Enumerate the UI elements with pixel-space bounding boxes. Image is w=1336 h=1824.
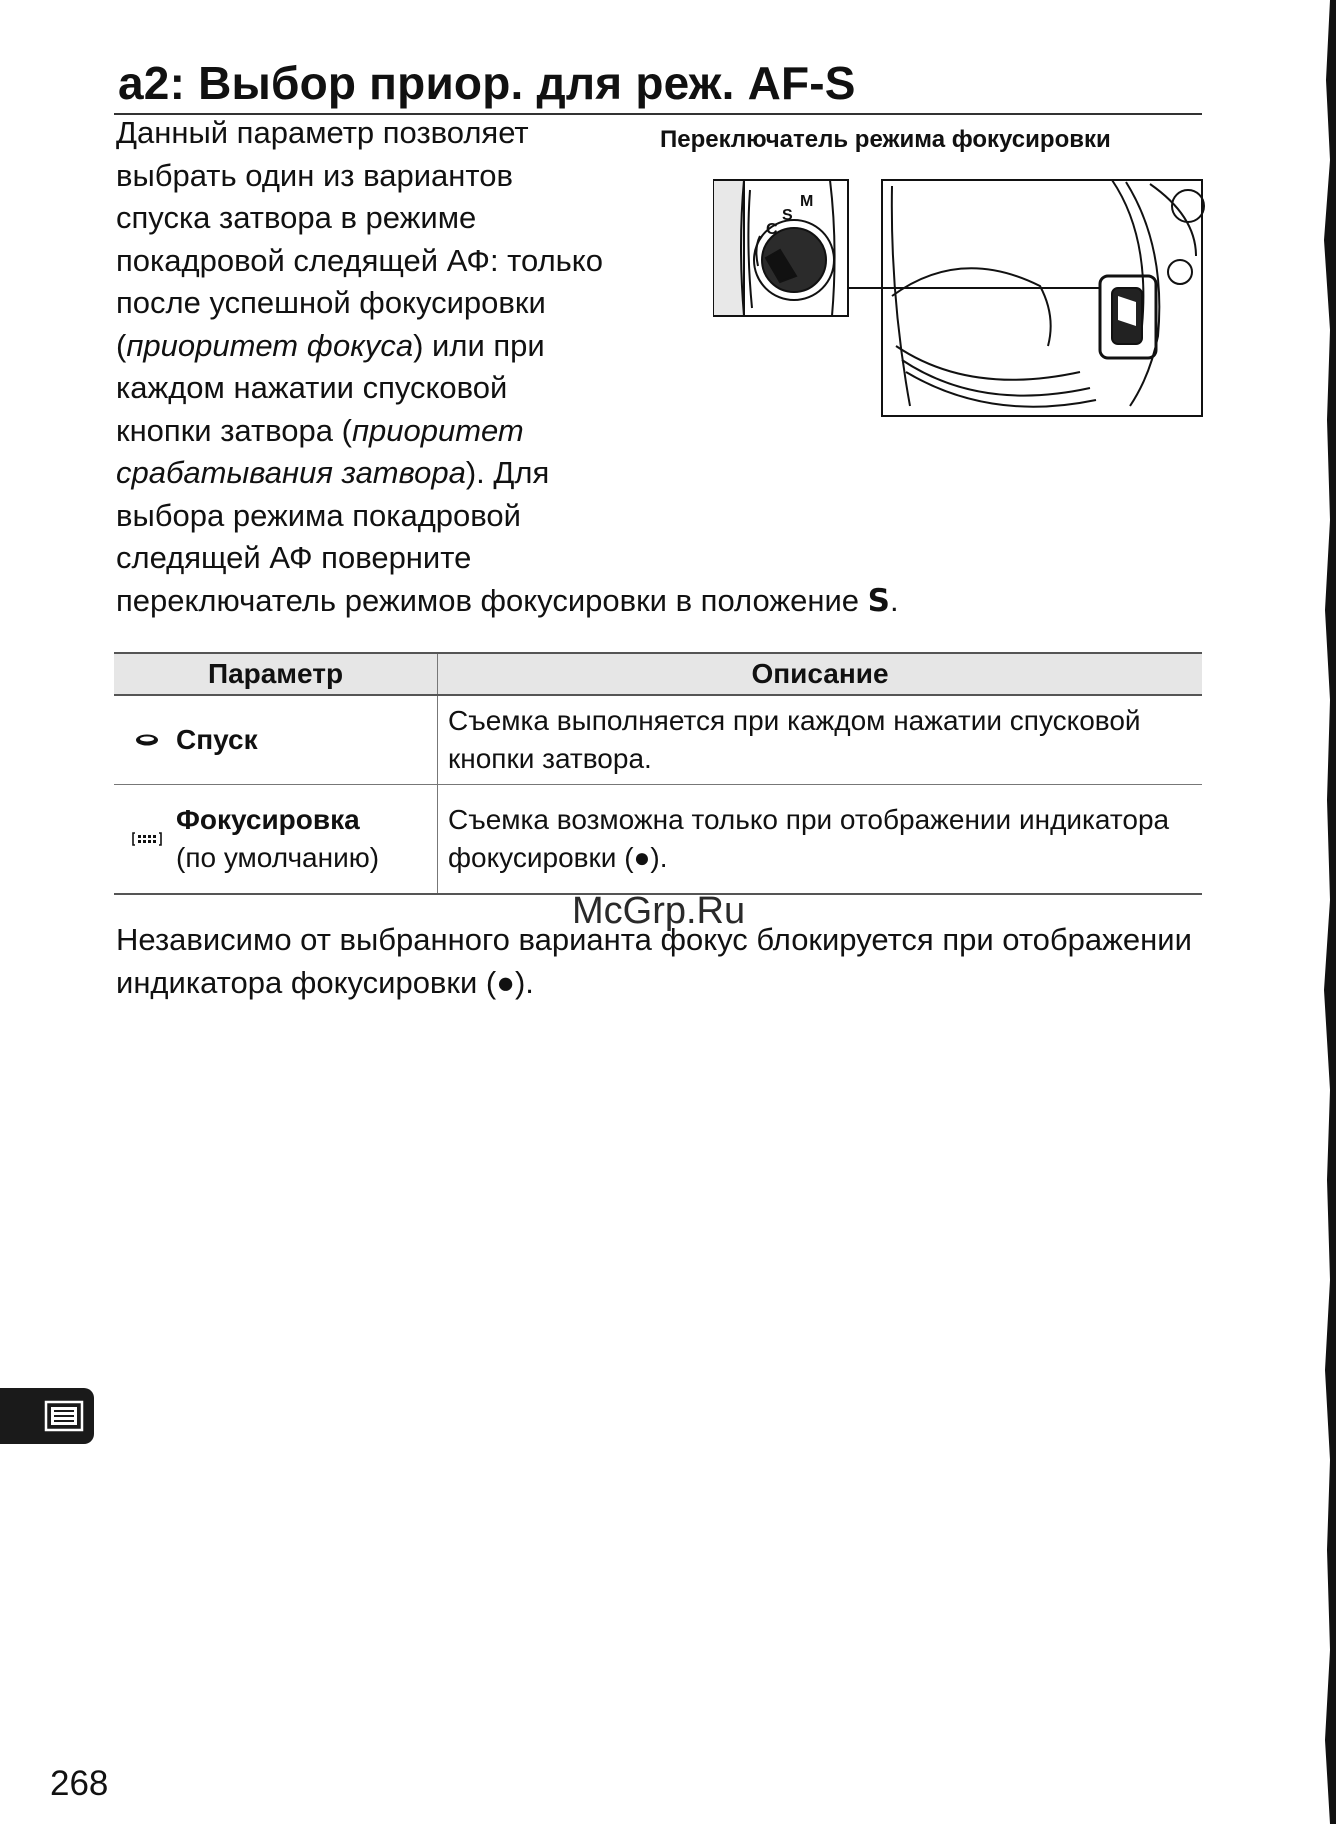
intro-italic-focus-priority: приоритет фокуса	[126, 327, 414, 363]
selector-closeup	[714, 180, 848, 316]
param-cell-release	[124, 721, 427, 759]
section-tab	[0, 1388, 94, 1444]
intro-text-part2: ) или при каждом нажатии спусковой кнопки затвора (	[116, 327, 545, 448]
table-cell-description: Съемка выполняется при каждом нажатии спусковой кнопки затвора.	[438, 695, 1203, 784]
intro-text-part3: ). Для выбора режима покадровой следящей АФ поверните переключатель режимов фокусировки в положение	[116, 455, 868, 618]
param-text-focus	[176, 801, 379, 877]
closing-paragraph: Независимо от выбранного варианта фокус блокируется при отображении индикатора фокусировки (●).	[116, 922, 1192, 1000]
options-table	[114, 652, 1202, 895]
param-label-focus: Фокусировка	[176, 803, 360, 835]
param-label-release: Спуск	[176, 723, 258, 755]
intro-italic-release-priority: приоритет срабатывания затвора	[116, 412, 524, 490]
page-number: 268	[50, 1764, 109, 1803]
table-cell-parameter	[114, 784, 438, 894]
param-cell-focus	[124, 801, 427, 877]
camera-focus-mode-selector-illustration	[710, 176, 1206, 420]
header-description: Описание	[438, 653, 1203, 695]
table-header-row	[114, 653, 1202, 695]
table-row	[114, 695, 1202, 784]
page-edge	[1322, 0, 1336, 1824]
custom-settings-menu-icon	[44, 1400, 84, 1432]
switch-label-c: C	[766, 221, 778, 238]
camera-body-front	[882, 180, 1204, 416]
release-priority-icon	[130, 733, 164, 747]
focus-priority-icon	[130, 831, 164, 847]
table-cell-parameter	[114, 695, 438, 784]
watermark: McGrp.Ru	[572, 890, 746, 932]
intro-text-part4: .	[889, 582, 899, 618]
table-row	[114, 784, 1202, 894]
table-cell-description: Съемка возможна только при отображении индикатора фокусировки (●).	[438, 784, 1203, 894]
figure-caption: Переключатель режима фокусировки	[660, 126, 1111, 153]
intro-text-part1: Данный параметр позволяет выбрать один из вариантов спуска затвора в режиме покадровой следящей АФ: только после успешной фокусировки (	[116, 115, 603, 363]
mode-s-glyph: S	[867, 582, 890, 619]
header-parameter: Параметр	[114, 653, 438, 695]
switch-label-m: M	[800, 193, 814, 210]
page-title: a2: Выбор приор. для реж. AF-S	[118, 57, 856, 109]
switch-label-s: S	[782, 207, 793, 224]
param-label-default: (по умолчанию)	[176, 841, 380, 873]
